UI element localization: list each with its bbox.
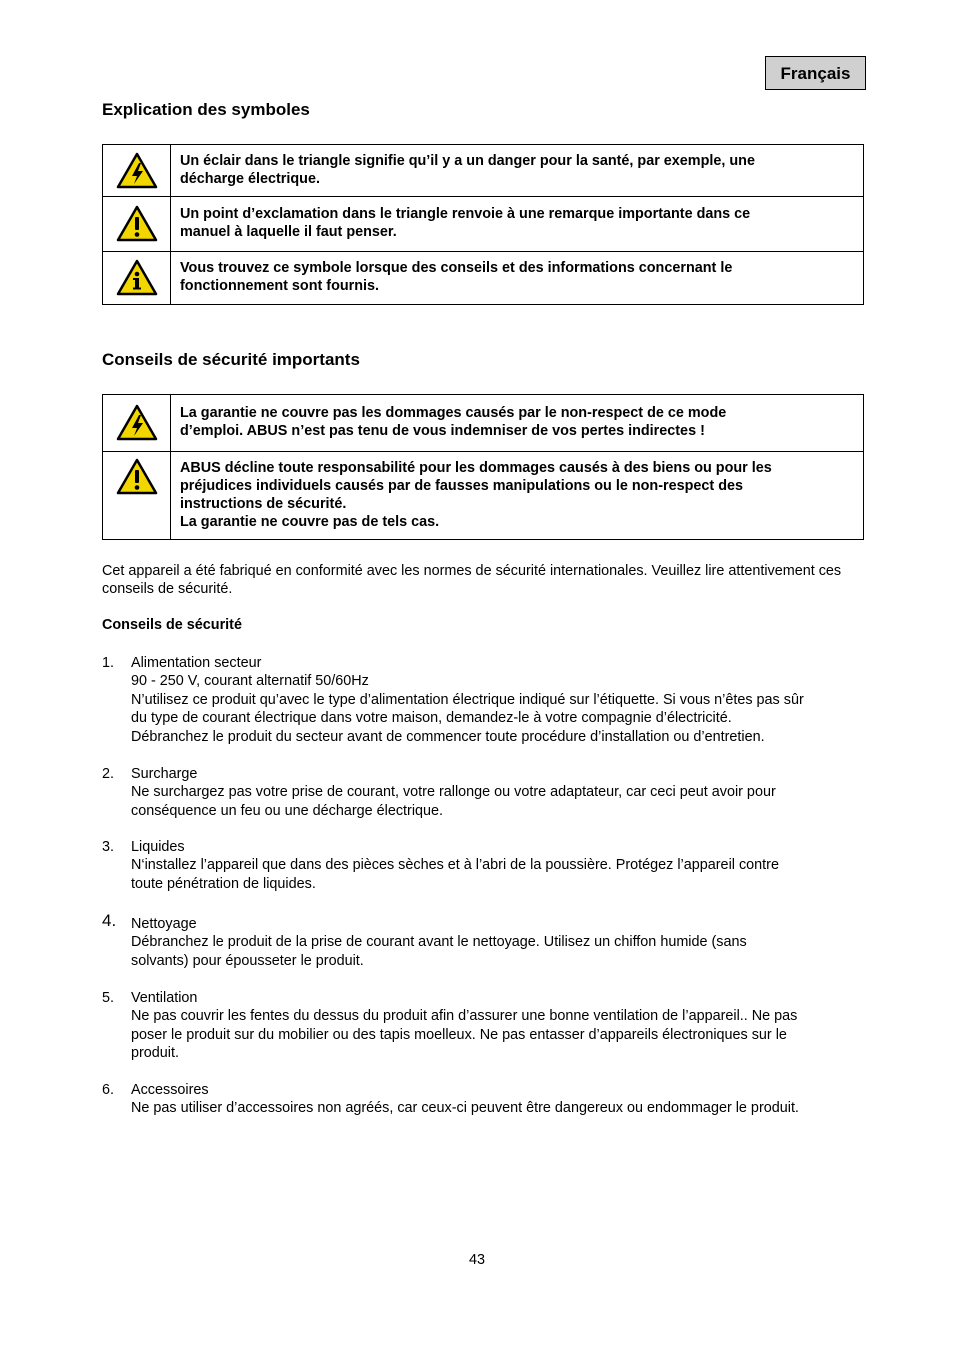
item-title: Accessoires [131,1082,209,1098]
symbols-table [102,144,864,305]
icon-cell [103,145,171,197]
item-description: N‘installez l’appareil que dans des pièces sèches et à l’abri de la poussière. Protégez l’appareil contre toute pénétration de liquides. [131,857,779,892]
item-title: Nettoyage [131,916,197,932]
page-number: 43 [468,1252,485,1268]
list-item [102,989,892,1063]
lightning-warning-icon [116,152,158,190]
item-description: Ne surchargez pas votre prise de courant, votre rallonge ou votre adaptateur, car ceci peut avoir pour conséquence un feu ou une décharge électrique. [131,784,776,819]
icon-cell [103,252,171,305]
item-title: Surcharge [131,766,198,782]
list-item [102,911,892,970]
item-number: 6. [102,1082,115,1098]
list-item [102,765,892,820]
item-number: 1. [102,655,115,671]
table-row [103,197,864,252]
table-row [103,145,864,197]
item-number: 4. [102,911,117,930]
symbol-description: Un point d’exclamation dans le triangle renvoie à une remarque importante dans ce manuel à laquelle il faut penser. [171,197,864,252]
icon-cell [103,197,171,252]
table-row [103,452,864,540]
language-badge: Français [765,56,866,90]
safety-table [102,394,864,540]
section-title-safety: Conseils de sécurité importants [102,350,360,369]
item-number: 5. [102,990,115,1006]
exclamation-warning-icon [116,205,158,243]
item-title: Ventilation [131,990,198,1006]
section-title-symbols: Explication des symboles [102,100,310,119]
symbol-description: Vous trouvez ce symbole lorsque des conseils et des informations concernant le fonctionnement sont fournis. [171,252,864,305]
exclamation-warning-icon [116,458,158,496]
table-row [103,252,864,305]
safety-heading: Conseils de sécurité [102,617,242,633]
item-title: Alimentation secteur [131,655,262,671]
list-item [102,1081,892,1118]
item-description: Débranchez le produit de la prise de courant avant le nettoyage. Utilisez un chiffon humide (sans solvants) pour épousseter le produit. [131,934,747,969]
safety-description: ABUS décline toute responsabilité pour les dommages causés à des biens ou pour les préjudices individuels causés par de fausses manipulations ou le non-respect des instructions de sécurité. La garantie ne couvre pas de tels cas. [171,452,864,540]
info-icon [116,259,158,297]
item-description: Ne pas utiliser d’accessoires non agréés, car ceux-ci peuvent être dangereux ou endommager le produit. [131,1100,799,1117]
safety-description: La garantie ne couvre pas les dommages causés par le non-respect de ce mode d’emploi. ABUS n’est pas tenu de vous indemniser de vos pertes indirectes ! [171,395,864,452]
item-description: Ne pas couvrir les fentes du dessus du produit afin d’assurer une bonne ventilation de l’appareil.. Ne pas poser le produit sur du mobilier ou des tapis moelleux. Ne pas entasser d’appareils électroniques sur le produit. [131,1008,798,1062]
list-item [102,838,892,893]
lightning-warning-icon [116,404,158,442]
item-number: 3. [102,839,115,855]
item-title: Liquides [131,839,185,855]
list-item [102,654,892,746]
table-row [103,395,864,452]
symbol-description: Un éclair dans le triangle signifie qu’il y a un danger pour la santé, par exemple, une décharge électrique. [171,145,864,197]
icon-cell [103,452,171,540]
icon-cell [103,395,171,452]
intro-paragraph: Cet appareil a été fabriqué en conformité avec les normes de sécurité internationales. Veuillez lire attentivement ces conseils de sécurité. [102,563,842,598]
item-description: 90 - 250 V, courant alternatif 50/60Hz N’utilisez ce produit qu’avec le type d’alimentation électrique indiqué sur l’étiquette. Si vous n’êtes pas sûr du type de courant électrique dans votre maison, demandez-le à votre compagnie d’électricité. Débranchez le produit du secteur avant de commencer toute procédure d’installation ou d’entretien. [131,673,804,745]
item-number: 2. [102,766,115,782]
